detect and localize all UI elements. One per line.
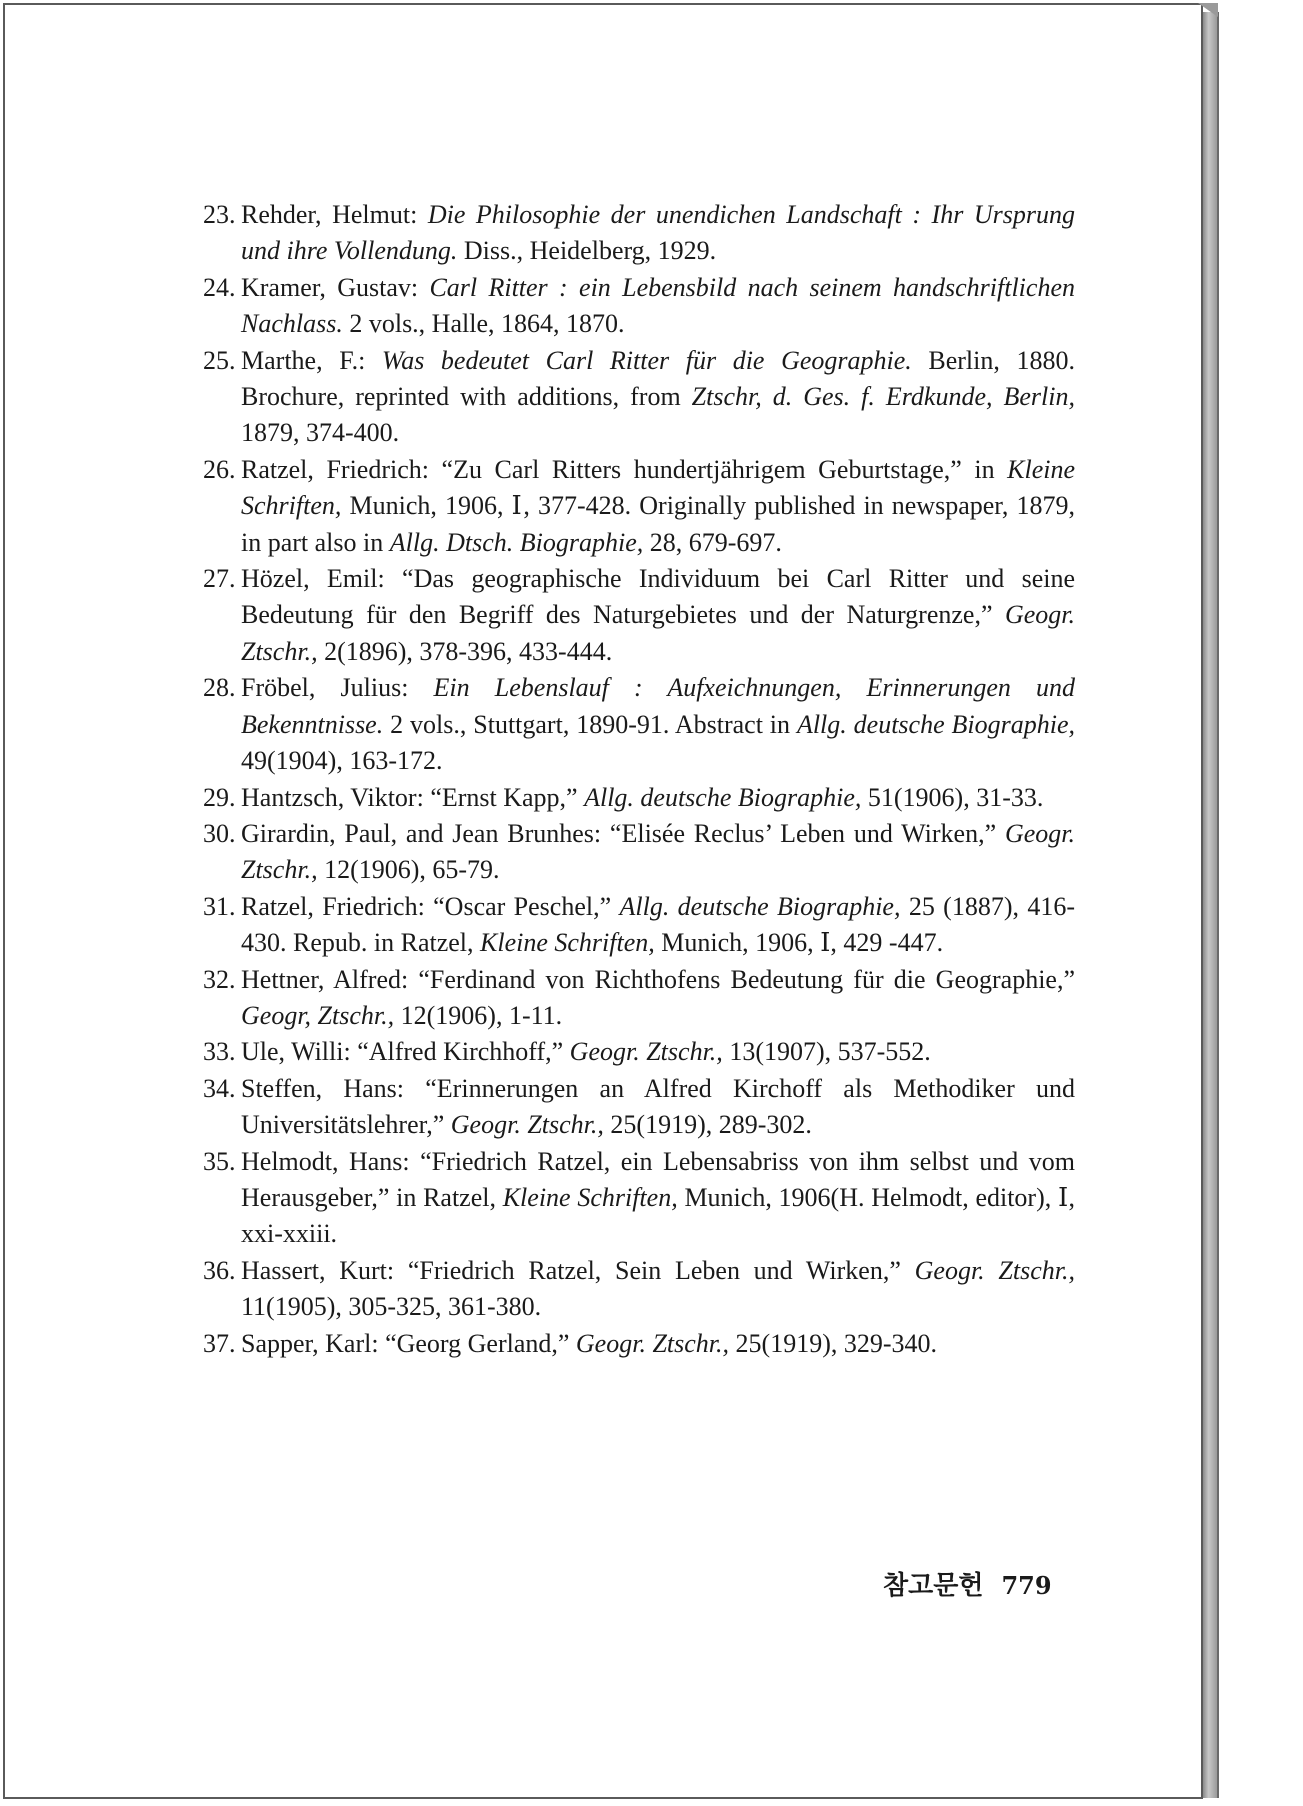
book-page	[3, 3, 1203, 1799]
reference-title-italic: Die Philosophie der unendichen Landschaft : Ihr Ursprung und ihre Vollendung.	[241, 200, 1076, 266]
reference-text: Sapper, Karl: “Georg Gerland,”	[241, 1328, 576, 1358]
reference-text: 1879, 374-400.	[241, 418, 400, 448]
reference-title-italic: Geogr, Ztschr.,	[241, 1000, 395, 1030]
reference-text: Munich, 1906, Ⅰ, 377-428. Originally published in newspaper, 1879, in part also in	[241, 491, 1075, 557]
reference-number: 30 .	[203, 816, 236, 852]
reference-title-italic: Allg. deutsche Biographie,	[619, 891, 901, 921]
reference-text: 11(1905), 305-325, 361-380.	[241, 1292, 542, 1322]
reference-item	[203, 452, 1075, 561]
reference-text: 25(1919), 289-302.	[603, 1110, 812, 1140]
reference-text: 13(1907), 537-552.	[722, 1037, 931, 1067]
page-footer	[883, 1565, 1052, 1602]
reference-title-italic: Geogr. Ztschr.,	[241, 600, 1075, 666]
reference-item	[203, 816, 1075, 889]
reference-number: 32 .	[203, 962, 236, 998]
reference-title-italic: Geogr. Ztschr.,	[241, 818, 1075, 885]
reference-title-italic: Kleine Schriften,	[480, 928, 655, 958]
reference-text: Hettner, Alfred: “Ferdinand von Richthofens Bedeutung für die Geographie,”	[241, 964, 1075, 994]
reference-text: Ratzel, Friedrich: “Zu Carl Ritters hundertjährigem Geburtstage,” in	[241, 454, 1008, 484]
reference-number: 27 .	[203, 561, 236, 597]
reference-title-italic: Kleine Schriften,	[502, 1182, 678, 1212]
reference-text: 25 (1887), 416-430. Repub. in Ratzel,	[241, 891, 1075, 958]
reference-text: Hassert, Kurt: “Friedrich Ratzel, Sein Leben und Wirken,”	[241, 1255, 915, 1285]
reference-title-italic: Allg. deutsche Biographie,	[796, 709, 1076, 739]
reference-text: Munich, 1906, Ⅰ, 429 -447.	[654, 928, 944, 958]
reference-text: Girardin, Paul, and Jean Brunhes: “Elisée Reclus’ Leben und Wirken,”	[241, 818, 1005, 848]
reference-item	[203, 962, 1075, 1035]
reference-number: 35 .	[203, 1144, 236, 1180]
reference-title-italic: Geogr. Ztschr.,	[914, 1255, 1075, 1285]
reference-number: 31 .	[203, 889, 236, 925]
reference-title-italic: Geogr. Ztschr.,	[569, 1037, 723, 1067]
reference-number: 29 .	[203, 780, 236, 816]
reference-list	[203, 197, 1075, 1362]
reference-item	[203, 561, 1075, 670]
reference-text: 2(1896), 378-396, 433-444.	[317, 636, 613, 666]
reference-text: Marthe, F.:	[241, 345, 382, 375]
section-title: 참고문헌	[883, 1571, 984, 1601]
reference-title-italic: Was bedeutet Carl Ritter für die Geographie.	[381, 345, 912, 375]
reference-text: Ratzel, Friedrich: “Oscar Peschel,”	[241, 891, 620, 921]
reference-number: 34 .	[203, 1071, 236, 1107]
reference-title-italic: Carl Ritter : ein Lebensbild nach seinem handschriftlichen Nachlass.	[241, 272, 1075, 339]
reference-text: Fröbel, Julius:	[241, 673, 434, 703]
reference-number: 25 .	[203, 343, 236, 379]
reference-title-italic: Geogr. Ztschr.,	[575, 1328, 730, 1358]
reference-number: 33 .	[203, 1034, 236, 1070]
reference-item	[203, 197, 1075, 270]
reference-text: Helmodt, Hans: “Friedrich Ratzel, ein Lebensabriss von ihm selbst und vom Herausgeber,” in Ratzel,	[241, 1146, 1075, 1212]
reference-number: 28 .	[203, 670, 236, 706]
reference-item	[203, 1326, 1075, 1362]
reference-text: 49(1904), 163-172.	[241, 746, 443, 776]
reference-text: 2 vols., Halle, 1864, 1870.	[342, 309, 625, 339]
reference-text: 28, 679-697.	[643, 527, 782, 557]
page-stack-edge	[1203, 12, 1219, 1798]
reference-title-italic: Kleine Schriften,	[241, 454, 1075, 521]
reference-text: 51(1906), 31-33.	[861, 782, 1044, 812]
page-corner	[1198, 3, 1218, 17]
reference-text: Kramer, Gustav:	[241, 272, 430, 302]
reference-text: Berlin, 1880. Brochure, reprinted with additions, from	[241, 345, 1075, 412]
reference-title-italic: Ztschr, d. Ges. f. Erdkunde, Berlin,	[691, 382, 1075, 412]
reference-text: Hantzsch, Viktor: “Ernst Kapp,”	[241, 782, 585, 812]
reference-text: Hözel, Emil: “Das geographische Individuum bei Carl Ritter und seine Bedeutung für den Begriff des Naturgebietes und der Naturgrenze,”	[241, 564, 1075, 630]
reference-item	[203, 1253, 1075, 1326]
reference-item	[203, 270, 1075, 343]
reference-text: Diss., Heidelberg, 1929.	[457, 236, 717, 266]
page-number: 779	[1001, 1571, 1052, 1600]
reference-text: 25(1919), 329-340.	[729, 1328, 938, 1358]
reference-item	[203, 343, 1075, 452]
reference-text: Steffen, Hans: “Erinnerungen an Alfred Kirchoff als Methodiker und Universitätslehrer,”	[241, 1073, 1075, 1140]
reference-number: 26 .	[203, 452, 236, 488]
reference-item	[203, 889, 1075, 962]
reference-text: 12(1906), 1-11.	[394, 1000, 563, 1030]
reference-title-italic: Allg. deutsche Biographie,	[584, 782, 862, 812]
reference-number: 37 .	[203, 1326, 236, 1362]
reference-title-italic: Ein Lebenslauf : Aufxeichnungen, Erinnerungen und Bekenntnisse.	[241, 673, 1075, 739]
reference-title-italic: Allg. Dtsch. Biographie,	[389, 527, 644, 557]
reference-item	[203, 670, 1075, 779]
reference-text: 2 vols., Stuttgart, 1890-91. Abstract in	[383, 709, 797, 739]
reference-item	[203, 1071, 1075, 1144]
reference-item	[203, 780, 1075, 816]
reference-number: 23 .	[203, 197, 236, 233]
reference-number: 24 .	[203, 270, 236, 306]
reference-text: Rehder, Helmut:	[241, 200, 428, 229]
reference-text: Ule, Willi: “Alfred Kirchhoff,”	[241, 1037, 570, 1067]
reference-text: 12(1906), 65-79.	[317, 855, 500, 885]
reference-item	[203, 1034, 1075, 1070]
reference-text: Munich, 1906(H. Helmodt, editor), Ⅰ, xxi-xxiii.	[241, 1182, 1075, 1249]
reference-item	[203, 1144, 1075, 1253]
reference-number: 36 .	[203, 1253, 236, 1289]
reference-title-italic: Geogr. Ztschr.,	[450, 1110, 604, 1140]
